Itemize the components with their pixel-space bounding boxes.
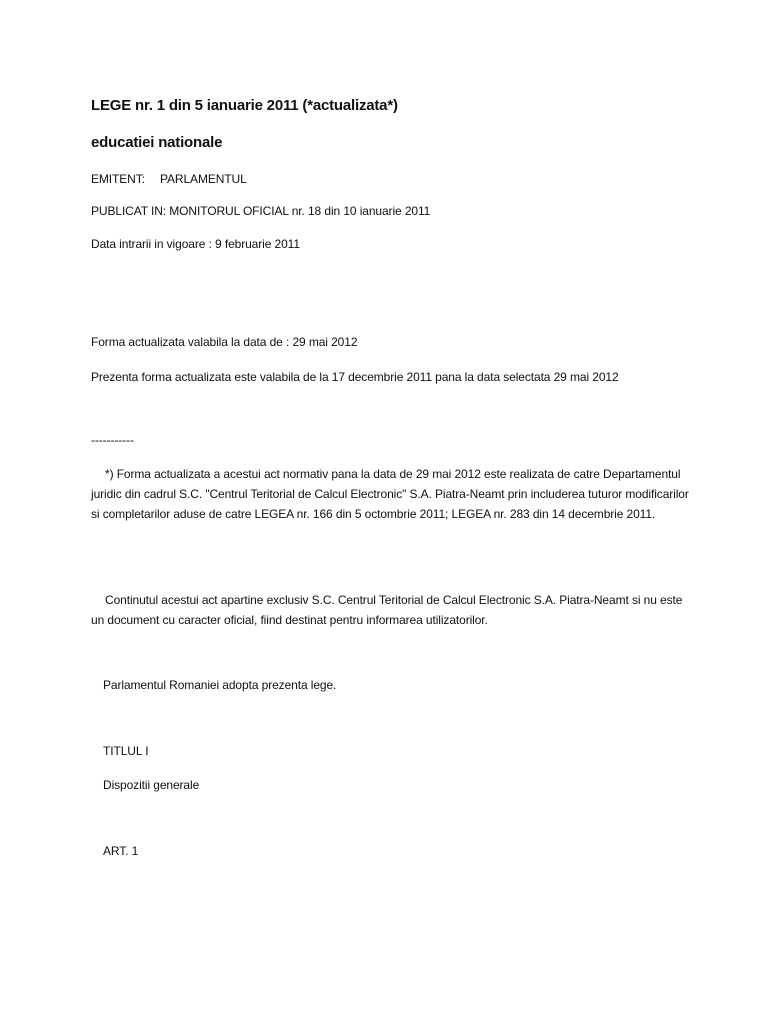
articol-heading: ART. 1 bbox=[103, 844, 139, 858]
document-subtitle: educatiei nationale bbox=[91, 134, 223, 151]
publicat-line: PUBLICAT IN: MONITORUL OFICIAL nr. 18 din 10 ianuarie 2011 bbox=[91, 204, 431, 218]
adoptare-line: Parlamentul Romaniei adopta prezenta lege. bbox=[103, 678, 337, 692]
data-intrarii-line: Data intrarii in vigoare : 9 februarie 2011 bbox=[91, 237, 300, 251]
separator-line: ----------- bbox=[91, 433, 134, 447]
emitent-label: EMITENT: bbox=[91, 172, 145, 186]
emitent-line bbox=[91, 171, 247, 187]
prezenta-forma-line: Prezenta forma actualizata este valabila de la 17 decembrie 2011 pana la data selectata 29 mai 2012 bbox=[91, 370, 619, 384]
forma-actualizata-line: Forma actualizata valabila la data de : 29 mai 2012 bbox=[91, 335, 358, 349]
document-title: LEGE nr. 1 din 5 ianuarie 2011 (*actualizata*) bbox=[91, 97, 398, 114]
nota-paragraph: *) Forma actualizata a acestui act normativ pana la data de 29 mai 2012 este realizata de catre Departamentul juridic din cadrul S.C. "Centrul Teritorial de Calcul Electronic" S.A. Piatra-Neamt prin includerea tuturor modificarilor si completarilor aduse de catre LEGEA nr. 166 din 5 octombrie 2011; LEGEA nr. 283 din 14 decembrie 2011. bbox=[91, 467, 689, 521]
emitent-value: PARLAMENTUL bbox=[160, 172, 247, 186]
dispozitii-heading: Dispozitii generale bbox=[103, 778, 200, 792]
titlul-heading: TITLUL I bbox=[103, 744, 149, 758]
continut-paragraph: Continutul acestui act apartine exclusiv S.C. Centrul Teritorial de Calcul Electronic S.A. Piatra-Neamt si nu este un document cu caracter oficial, fiind destinat pentru informarea utilizatorilor. bbox=[91, 593, 683, 627]
